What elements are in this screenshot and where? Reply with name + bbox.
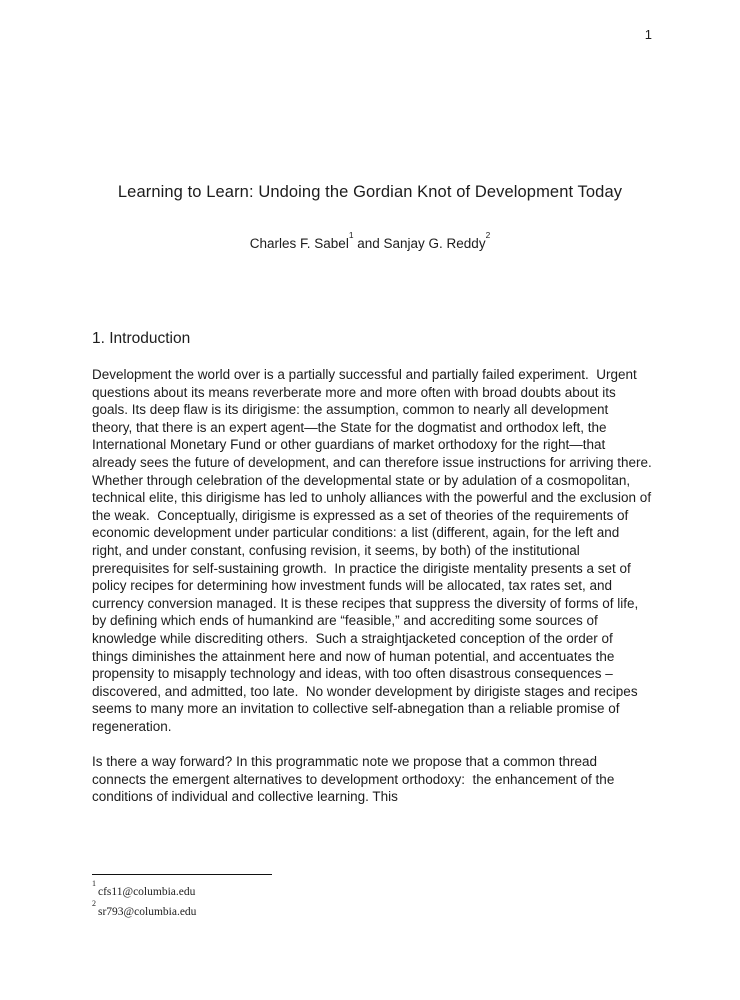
footnote-1-marker: 1 <box>92 879 96 888</box>
page-number: 1 <box>644 27 652 42</box>
body-content <box>92 366 664 806</box>
author-line <box>0 229 740 251</box>
author-2-name: Sanjay G. Reddy <box>383 236 486 251</box>
author-connector: and <box>353 236 384 251</box>
footnote-2-marker: 2 <box>92 899 96 909</box>
author-2-footnote-marker: 2 <box>485 229 491 240</box>
footnote-area <box>92 874 652 921</box>
footnote-1 <box>92 880 652 900</box>
author-1-footnote-marker: 1 <box>348 229 354 240</box>
footnote-2 <box>92 900 652 920</box>
section-heading-introduction: 1. Introduction <box>92 330 191 347</box>
paragraph-1: Development the world over is a partially successful and partially failed experiment. Urgent questions about its means reverberate more and more often with broad doubts about its goals. Its deep flaw is its dirigisme: the assumption, common to nearly all development theory, that there is an expert agent—the State for the dogmatist and orthodox left, the International Monetary Fund or other guardians of market orthodoxy for the right—that already sees the future of development, and can therefore issue instructions for arriving there. Whether through celebration of the developmental state or by adulation of a cosmopolitan, technical elite, this dirigisme has led to unholy alliances with the powerful and the exclusion of the weak. Conceptually, dirigisme is expressed as a set of theories of the requirements of economic development under particular conditions: a list (different, again, for the left and right, and under constant, confusing revision, it seems, by both) of the institutional prerequisites for self-sustaining growth. In practice the dirigiste mentality presents a set of policy recipes for determining how investment funds will be allocated, tax rates set, and currency conversion managed. It is these recipes that suppress the diversity of forms of life, by defining which ends of humankind are “feasible,” and accrediting some sources of knowledge while discrediting others. Such a straightjacketed conception of the order of things diminishes the attainment here and now of human potential, and accentuates the propensity to misapply technology and ideas, with too often disastrous consequences – discovered, and admitted, too late. No wonder development by dirigiste stages and recipes seems to many more an invitation to collective self-abnegation than a reliable promise of regeneration. <box>92 367 664 734</box>
author-1-name: Charles F. Sabel <box>249 236 349 251</box>
footnote-separator <box>92 874 272 875</box>
footnote-2-text: sr793@columbia.edu <box>98 906 197 919</box>
footnote-1-text: cfs11@columbia.edu <box>98 885 196 898</box>
paragraph-2: Is there a way forward? In this programmatic note we propose that a common thread connects the emergent alternatives to development orthodoxy: the enhancement of the conditions of individual and collective learning. This <box>92 754 619 805</box>
paper-title: Learning to Learn: Undoing the Gordian Knot of Development Today <box>117 183 623 201</box>
